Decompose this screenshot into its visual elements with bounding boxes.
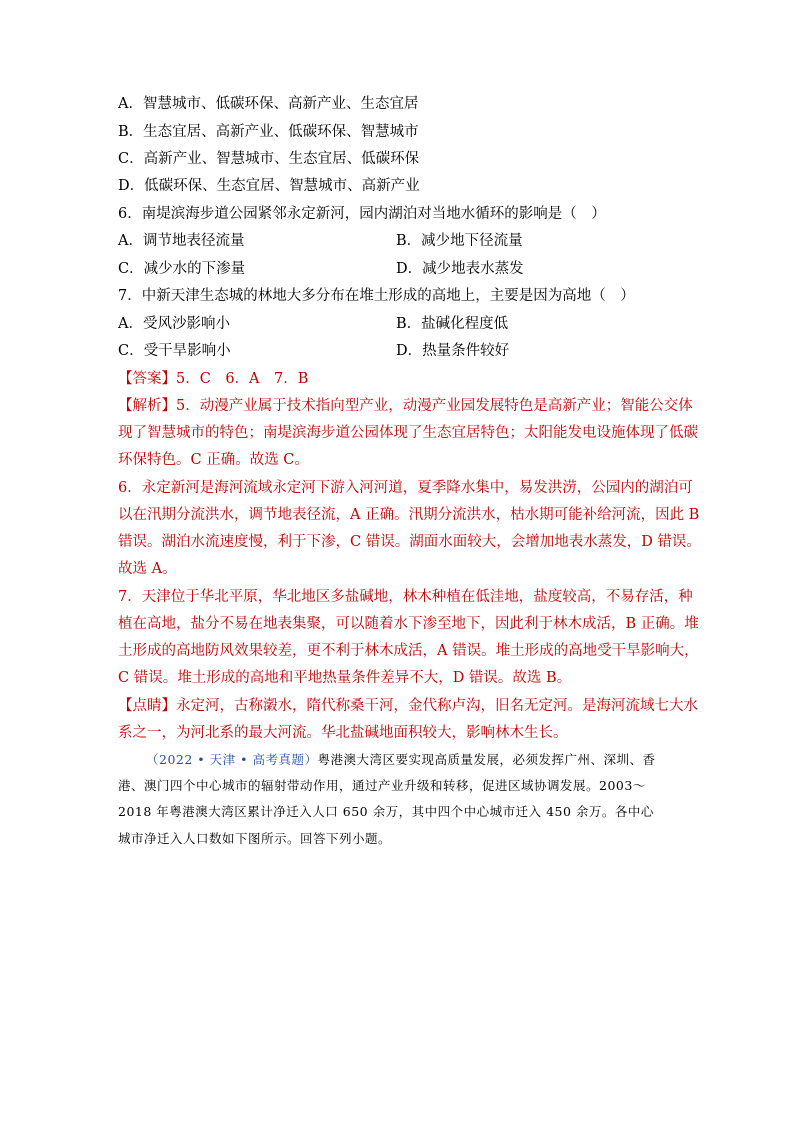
analysis-text: 5．动漫产业属于技术指向型产业，动漫产业园发展特色是高新产业；智能公交体 [176, 398, 693, 414]
analysis-q6-line-4: 故选 A。 [118, 561, 177, 577]
analysis-line-2: 现了智慧城市的特色；南堤滨海步道公园体现了生态宜居特色；太阳能发电设施体现了低碳 [118, 425, 698, 441]
q5-option-d: D．低碳环保、生态宜居、智慧城市、高新产业 [118, 178, 420, 194]
analysis-q7-line-2: 植在高地，盐分不易在地表集聚，可以随着水下渗至地下，因此利于林木成活，B 正确。堆 [118, 616, 699, 632]
analysis-tag: 【解析】 [118, 398, 176, 414]
analysis-q6-line-1: 6．永定新河是海河流域永定河下游入河河道，夏季降水集中，易发洪涝，公园内的湖泊可 [118, 480, 693, 496]
intro-line-1 [146, 750, 655, 770]
q6-stem: 6．南堤滨海步道公园紧邻永定新河，园内湖泊对当地水循环的影响是（ ） [118, 206, 606, 222]
highlight-tag: 【点睛】 [118, 698, 176, 714]
analysis-q7-line-3: 土形成的高地防风效果较差，更不利于林木成活，A 错误。堆土形成的高地受干旱影响大， [118, 643, 699, 659]
source-tag: （2022 • 天津 • 高考真题） [146, 752, 318, 767]
q7-options-row2 [118, 341, 678, 361]
intro-line-2: 港、澳门四个中心城市的辐射带动作用，通过产业升级和转移，促进区域协调发展。2003～ [118, 778, 646, 793]
intro-line-4: 城市净迁入人口数如下图所示。回答下列小题。 [118, 831, 392, 846]
q6-options-row2 [118, 259, 678, 279]
highlight-line-2: 系之一，为河北系的最大河流。华北盐碱地面积较大，影响林木生长。 [118, 725, 568, 741]
answer-tag: 【答案】 [118, 371, 176, 387]
answer-line [118, 369, 308, 389]
intro-line-3: 2018 年粤港澳大湾区累计净迁入人口 650 余万，其中四个中心城市迁入 450 余万。各中心 [118, 804, 654, 819]
q6-option-a: A．调节地表径流量 [118, 233, 245, 249]
q7-option-d: D．热量条件较好 [396, 343, 510, 359]
q5-option-a: A．智慧城市、低碳环保、高新产业、生态宜居 [118, 96, 419, 112]
analysis-q7-line-4: C 错误。堆土形成的高地和平地热量条件差异不大，D 错误。故选 B。 [118, 670, 572, 686]
q7-option-a: A．受风沙影响小 [118, 316, 230, 332]
q7-stem: 7．中新天津生态城的林地大多分布在堆土形成的高地上，主要是因为高地（ ） [118, 288, 635, 304]
q6-option-b: B．减少地下径流量 [396, 233, 523, 249]
intro-text: 粤港澳大湾区要实现高质量发展，必须发挥广州、深圳、香 [317, 752, 656, 767]
q6-options-row1 [118, 231, 678, 251]
analysis-line-3: 环保特色。C 正确。故选 C。 [118, 452, 309, 468]
answer-text: 5．C 6．A 7．B [176, 371, 309, 387]
analysis-q6-line-2: 以在汛期分流洪水，调节地表径流，A 正确。汛期分流洪水，枯水期可能补给河流，因此 B [118, 507, 700, 523]
highlight-text: 永定河，古称瀔水，隋代称桑干河，金代称卢沟，旧名无定河。是海河流域七大水 [176, 698, 698, 714]
q7-option-c: C．受干旱影响小 [118, 343, 231, 359]
q5-option-c: C．高新产业、智慧城市、生态宜居、低碳环保 [118, 151, 420, 167]
highlight-line-1 [118, 696, 698, 716]
q6-option-d: D．减少地表水蒸发 [396, 261, 524, 277]
q7-options-row1 [118, 314, 678, 334]
analysis-q6-line-3: 错误。湖泊水流速度慢，利于下渗，C 错误。湖面水面较大，会增加地表水蒸发，D 错误。 [118, 534, 701, 550]
analysis-line-1 [118, 396, 693, 416]
q6-option-c: C．减少水的下渗量 [118, 261, 246, 277]
q7-option-b: B．盐碱化程度低 [396, 316, 509, 332]
q5-option-b: B．生态宜居、高新产业、低碳环保、智慧城市 [118, 124, 419, 140]
analysis-q7-line-1: 7．天津位于华北平原，华北地区多盐碱地，林木种植在低洼地，盐度较高，不易存活，种 [118, 589, 693, 605]
